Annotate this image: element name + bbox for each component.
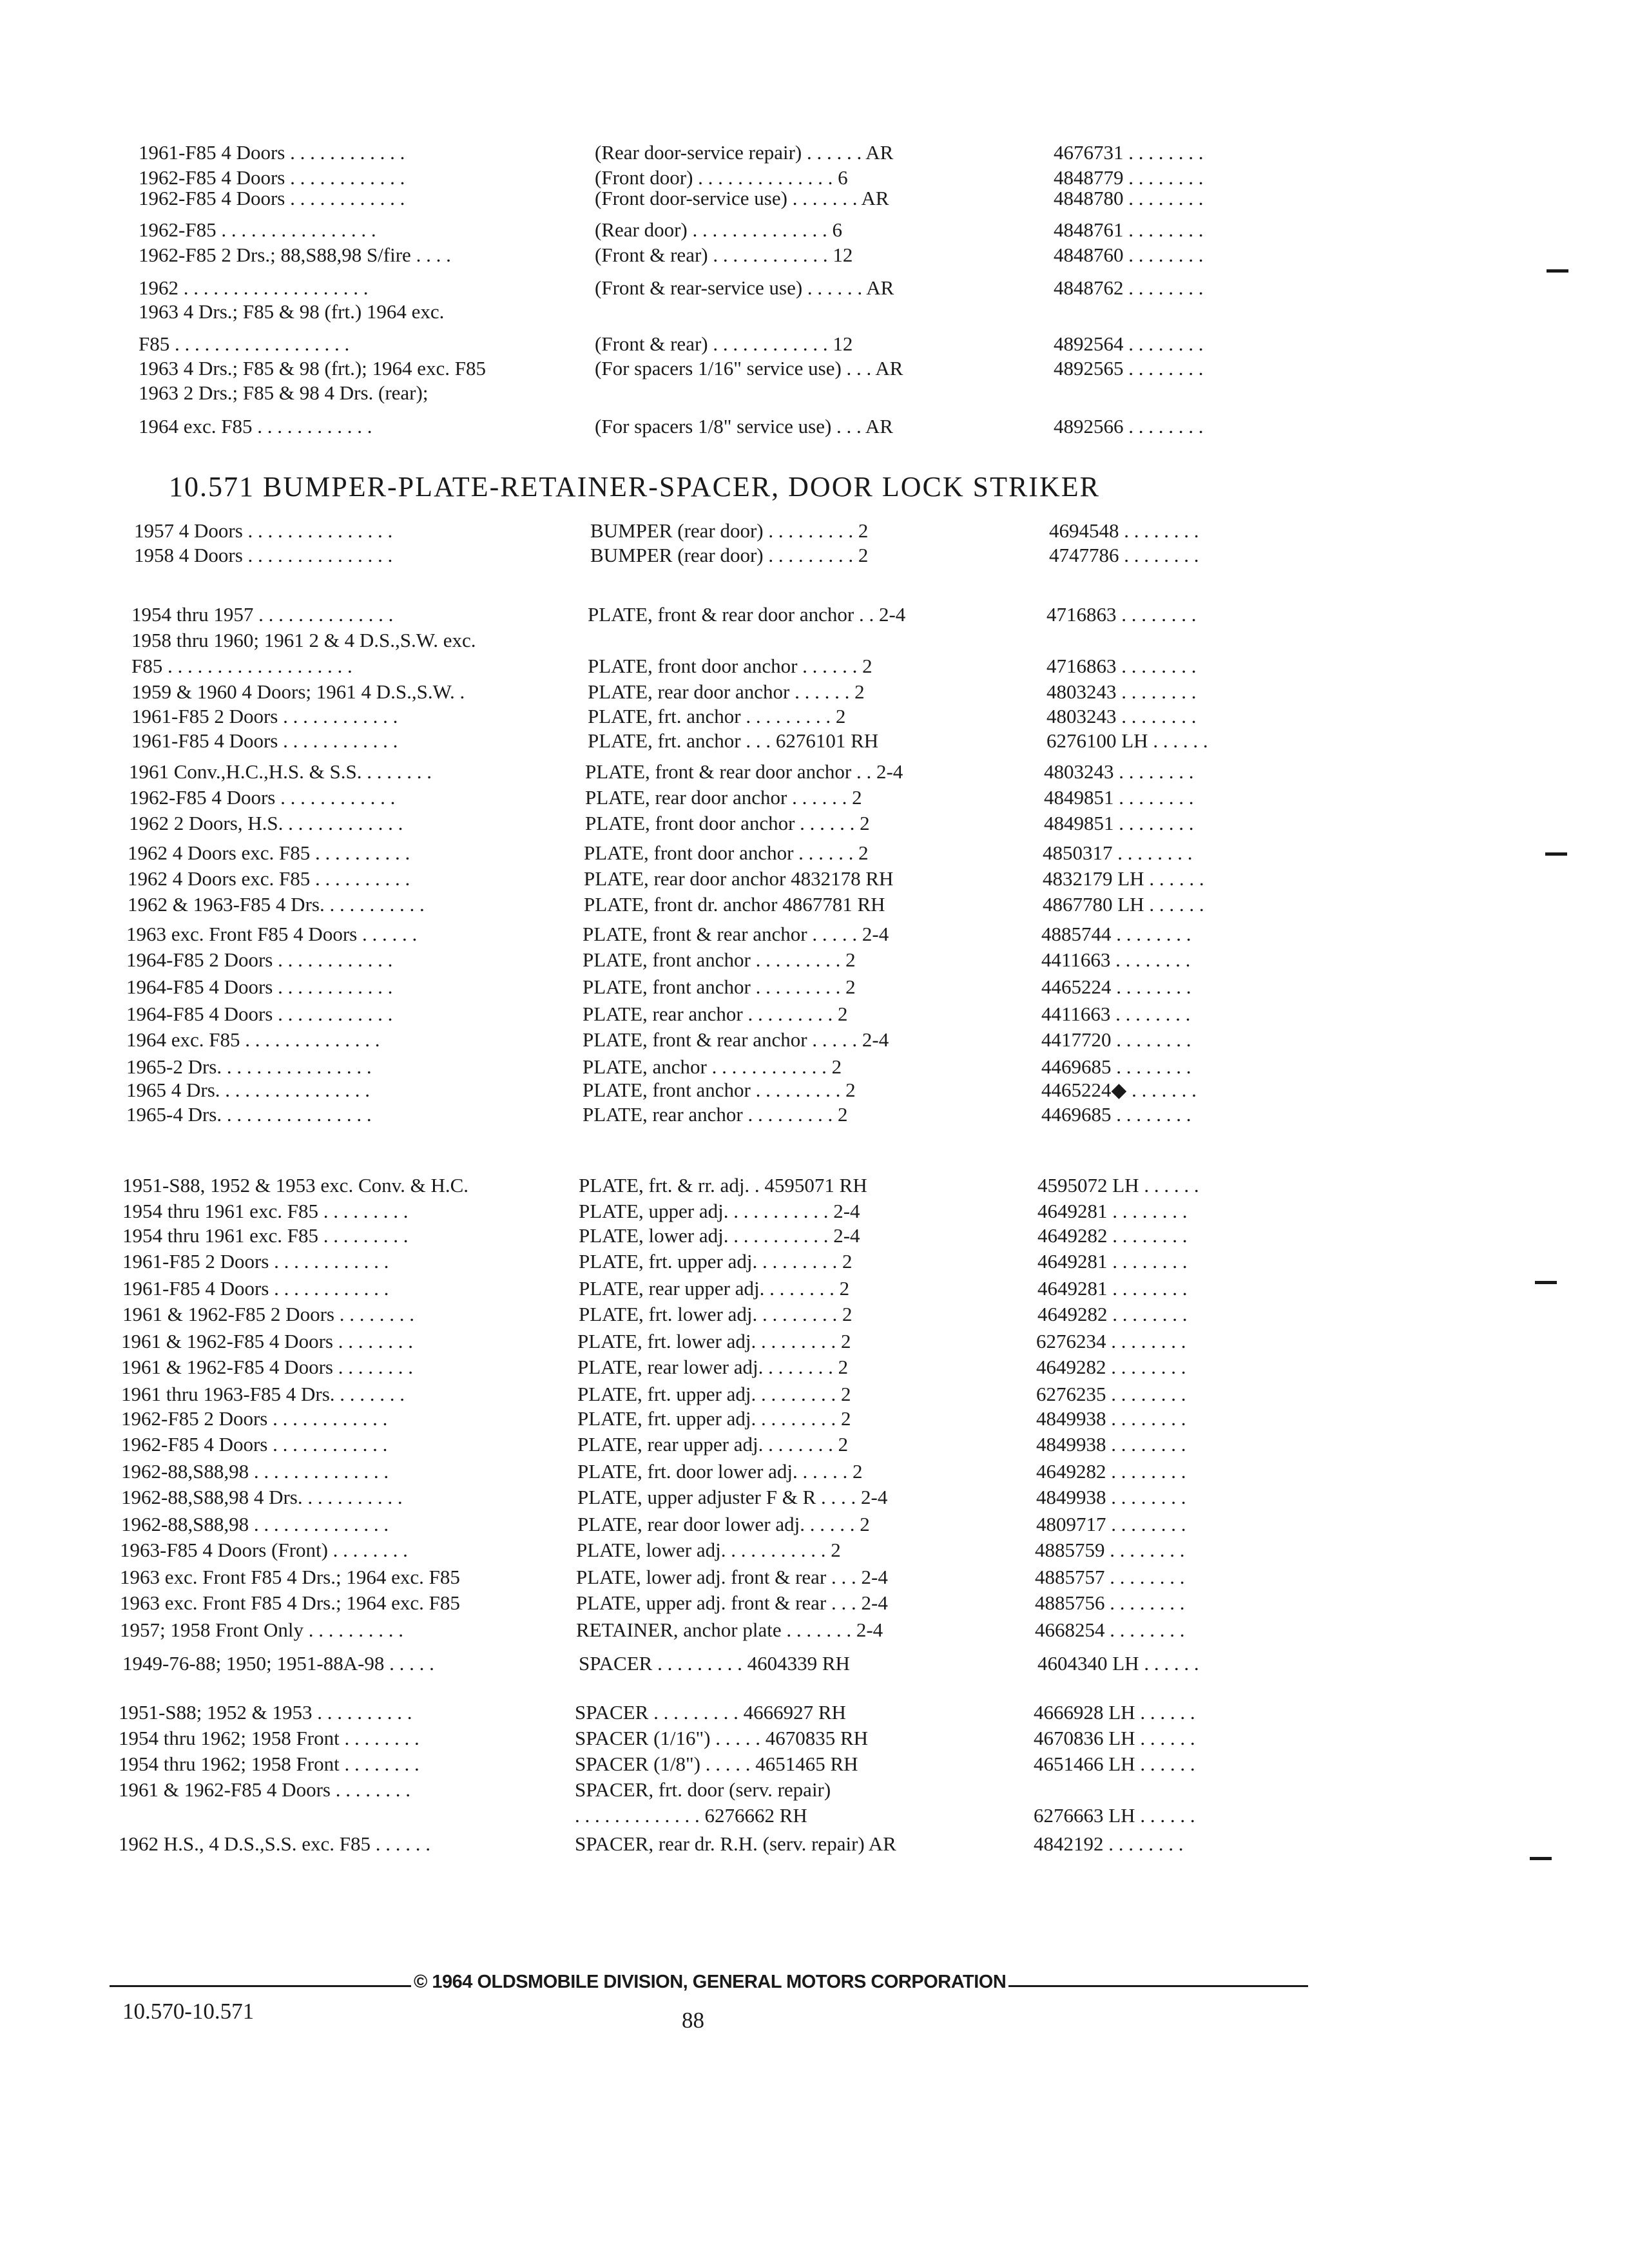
part-number-cell: 4465224◆ . . . . . . . [1041, 1079, 1197, 1101]
section-heading: 10.571 BUMPER-PLATE-RETAINER-SPACER, DOOR LOCK STRIKER [169, 471, 1100, 503]
application-cell: 1962-88,S88,98 . . . . . . . . . . . . . . [121, 1513, 389, 1535]
part-number-cell: 4848780 . . . . . . . . [1054, 187, 1204, 209]
application-cell: 1954 thru 1961 exc. F85 . . . . . . . . . [122, 1224, 409, 1247]
part-number-cell: 4694548 . . . . . . . . [1049, 519, 1199, 542]
part-number-cell: 4848762 . . . . . . . . [1054, 276, 1204, 299]
application-cell: 1963 exc. Front F85 4 Doors . . . . . . [126, 923, 418, 945]
application-cell: 1963 exc. Front F85 4 Drs.; 1964 exc. F85 [120, 1566, 460, 1588]
part-number-cell: 4892566 . . . . . . . . [1054, 415, 1204, 437]
application-cell: 1961-F85 4 Doors . . . . . . . . . . . . [131, 729, 398, 752]
part-description-cell: PLATE, front anchor . . . . . . . . . 2 [583, 948, 856, 971]
application-cell: 1962-F85 4 Doors . . . . . . . . . . . . [121, 1433, 388, 1456]
application-cell: 1961-F85 4 Doors . . . . . . . . . . . . [139, 141, 405, 164]
application-cell: 1961-F85 2 Doors . . . . . . . . . . . . [131, 705, 398, 727]
margin-mark [1530, 1857, 1552, 1860]
part-number-cell: 4885757 . . . . . . . . [1035, 1566, 1185, 1588]
part-number-cell: 4649282 . . . . . . . . [1037, 1224, 1188, 1247]
part-description-cell: PLATE, front & rear door anchor . . 2-4 [585, 760, 903, 783]
part-number-cell: 6276235 . . . . . . . . [1036, 1383, 1186, 1405]
application-cell: 1965 4 Drs. . . . . . . . . . . . . . . . [126, 1079, 371, 1101]
part-number-cell: 4670836 LH . . . . . . [1034, 1727, 1195, 1749]
application-cell: 1961 & 1962-F85 2 Doors . . . . . . . . [122, 1303, 414, 1325]
footer-copyright: © 1964 OLDSMOBILE DIVISION, GENERAL MOTORS CORPORATION [411, 1972, 1008, 1993]
application-cell: 1961-F85 4 Doors . . . . . . . . . . . . [122, 1277, 389, 1300]
part-description-cell: PLATE, rear lower adj. . . . . . . . 2 [577, 1356, 849, 1378]
part-description-cell: PLATE, front & rear anchor . . . . . 2-4 [583, 1028, 889, 1051]
part-number-cell: 4849851 . . . . . . . . [1044, 812, 1194, 834]
application-cell: 1961-F85 2 Doors . . . . . . . . . . . . [122, 1250, 389, 1273]
part-description-cell: PLATE, rear upper adj. . . . . . . . 2 [577, 1433, 849, 1456]
part-description-cell: SPACER, frt. door (serv. repair) [575, 1778, 831, 1801]
application-cell: 1962 4 Doors exc. F85 . . . . . . . . . . [128, 841, 410, 864]
part-description-cell: (Front door-service use) . . . . . . . AR [595, 187, 889, 209]
part-description-cell: PLATE, frt. upper adj. . . . . . . . . 2 [577, 1383, 851, 1405]
part-number-cell: 4848779 . . . . . . . . [1054, 166, 1204, 189]
part-number-cell: 4649281 . . . . . . . . [1037, 1277, 1188, 1300]
application-cell: 1963 exc. Front F85 4 Drs.; 1964 exc. F85 [120, 1591, 460, 1614]
part-description-cell: PLATE, frt. lower adj. . . . . . . . . 2 [579, 1303, 853, 1325]
part-description-cell: PLATE, rear upper adj. . . . . . . . 2 [579, 1277, 850, 1300]
application-cell: 1964-F85 4 Doors . . . . . . . . . . . . [126, 975, 393, 998]
part-description-cell: PLATE, lower adj. front & rear . . . 2-4 [576, 1566, 888, 1588]
application-cell: 1962-F85 4 Doors . . . . . . . . . . . . [139, 166, 405, 189]
part-description-cell: PLATE, front anchor . . . . . . . . . 2 [583, 1079, 856, 1101]
part-description-cell: PLATE, frt. upper adj. . . . . . . . . 2 [577, 1407, 851, 1430]
application-cell: 1959 & 1960 4 Doors; 1961 4 D.S.,S.W. . [131, 680, 465, 703]
part-number-cell: 4604340 LH . . . . . . [1037, 1652, 1199, 1675]
part-description-cell: PLATE, frt. lower adj. . . . . . . . . 2 [577, 1330, 851, 1352]
part-description-cell: PLATE, rear anchor . . . . . . . . . 2 [583, 1103, 848, 1126]
part-description-cell: PLATE, rear door anchor . . . . . . 2 [585, 786, 862, 809]
part-number-cell: 4832179 LH . . . . . . [1043, 867, 1204, 890]
part-number-cell: 4892564 . . . . . . . . [1054, 332, 1204, 355]
part-description-cell: PLATE, upper adjuster F & R . . . . 2-4 [577, 1486, 888, 1508]
part-description-cell: (For spacers 1/8" service use) . . . AR [595, 415, 893, 437]
application-cell: 1964 exc. F85 . . . . . . . . . . . . . . [126, 1028, 380, 1051]
application-cell: 1962-F85 4 Doors . . . . . . . . . . . . [129, 786, 396, 809]
application-cell: 1964-F85 2 Doors . . . . . . . . . . . . [126, 948, 393, 971]
part-number-cell: 4885744 . . . . . . . . [1041, 923, 1191, 945]
part-number-cell: 4668254 . . . . . . . . [1035, 1619, 1185, 1641]
application-cell: 1961 & 1962-F85 4 Doors . . . . . . . . [121, 1330, 413, 1352]
application-cell: 1954 thru 1962; 1958 Front . . . . . . . . [119, 1753, 419, 1775]
part-description-cell: (Rear door) . . . . . . . . . . . . . . 6 [595, 218, 842, 241]
part-number-cell: 4848761 . . . . . . . . [1054, 218, 1204, 241]
application-cell: 1962-F85 2 Drs.; 88,S88,98 S/fire . . . . [139, 244, 451, 266]
application-cell: 1949-76-88; 1950; 1951-88A-98 . . . . . [122, 1652, 434, 1675]
part-description-cell: PLATE, front anchor . . . . . . . . . 2 [583, 975, 856, 998]
part-description-cell: (Front & rear) . . . . . . . . . . . . 12 [595, 244, 853, 266]
part-description-cell: PLATE, rear door anchor 4832178 RH [584, 867, 894, 890]
part-number-cell: 4848760 . . . . . . . . [1054, 244, 1204, 266]
part-description-cell: (For spacers 1/16" service use) . . . AR [595, 357, 903, 380]
part-number-cell: 6276100 LH . . . . . . [1046, 729, 1208, 752]
part-description-cell: PLATE, frt. anchor . . . . . . . . . 2 [588, 705, 846, 727]
application-cell: F85 . . . . . . . . . . . . . . . . . . [139, 332, 350, 355]
part-number-cell: 4842192 . . . . . . . . [1034, 1832, 1184, 1855]
part-number-cell: 6276234 . . . . . . . . [1036, 1330, 1186, 1352]
footer-page-number: 88 [682, 2008, 704, 2033]
part-number-cell: 4595072 LH . . . . . . [1037, 1174, 1199, 1196]
part-description-cell: PLATE, frt. door lower adj. . . . . . 2 [577, 1460, 863, 1483]
part-number-cell: 4809717 . . . . . . . . [1036, 1513, 1186, 1535]
part-number-cell: 4649282 . . . . . . . . [1037, 1303, 1188, 1325]
part-description-cell: PLATE, lower adj. . . . . . . . . . . 2-4 [579, 1224, 860, 1247]
part-description-cell: BUMPER (rear door) . . . . . . . . . 2 [590, 544, 869, 566]
part-number-cell: 6276663 LH . . . . . . [1034, 1804, 1195, 1827]
application-cell: 1962 . . . . . . . . . . . . . . . . . . . [139, 276, 369, 299]
part-number-cell: 4465224 . . . . . . . . [1041, 975, 1191, 998]
application-cell: 1957; 1958 Front Only . . . . . . . . . . [120, 1619, 404, 1641]
part-description-cell: (Rear door-service repair) . . . . . . AR [595, 141, 894, 164]
part-description-cell: SPACER, rear dr. R.H. (serv. repair) AR [575, 1832, 896, 1855]
part-number-cell: 4849851 . . . . . . . . [1044, 786, 1194, 809]
application-cell: 1962 4 Doors exc. F85 . . . . . . . . . . [128, 867, 410, 890]
application-cell: 1962 2 Doors, H.S. . . . . . . . . . . . . [129, 812, 403, 834]
application-cell: 1961 thru 1963-F85 4 Drs. . . . . . . . [121, 1383, 405, 1405]
part-number-cell: 4649282 . . . . . . . . [1036, 1460, 1186, 1483]
part-number-cell: 4747786 . . . . . . . . [1049, 544, 1199, 566]
part-number-cell: 4849938 . . . . . . . . [1036, 1407, 1186, 1430]
application-cell: 1954 thru 1962; 1958 Front . . . . . . . . [119, 1727, 419, 1749]
application-cell: F85 . . . . . . . . . . . . . . . . . . . [131, 655, 352, 677]
part-number-cell: 4651466 LH . . . . . . [1034, 1753, 1195, 1775]
part-number-cell: 4803243 . . . . . . . . [1046, 705, 1197, 727]
part-description-cell: PLATE, front & rear door anchor . . 2-4 [588, 603, 906, 626]
part-number-cell: 4849938 . . . . . . . . [1036, 1433, 1186, 1456]
application-cell: 1963 2 Drs.; F85 & 98 4 Drs. (rear); [139, 381, 429, 404]
application-cell: 1963 4 Drs.; F85 & 98 (frt.); 1964 exc. F85 [139, 357, 487, 380]
part-number-cell: 4850317 . . . . . . . . [1043, 841, 1193, 864]
application-cell: 1958 4 Doors . . . . . . . . . . . . . . . [134, 544, 393, 566]
application-cell: 1957 4 Doors . . . . . . . . . . . . . . . [134, 519, 393, 542]
application-cell: 1962 H.S., 4 D.S.,S.S. exc. F85 . . . . . . [119, 1832, 430, 1855]
part-description-cell: (Front & rear) . . . . . . . . . . . . 12 [595, 332, 853, 355]
part-number-cell: 4411663 . . . . . . . . [1041, 1003, 1191, 1025]
part-description-cell: (Front door) . . . . . . . . . . . . . . 6 [595, 166, 848, 189]
part-description-cell: SPACER . . . . . . . . . 4666927 RH [575, 1701, 846, 1724]
part-description-cell: BUMPER (rear door) . . . . . . . . . 2 [590, 519, 869, 542]
application-cell: 1965-4 Drs. . . . . . . . . . . . . . . . [126, 1103, 372, 1126]
part-description-cell: PLATE, front door anchor . . . . . . 2 [585, 812, 870, 834]
part-number-cell: 4649282 . . . . . . . . [1036, 1356, 1186, 1378]
part-number-cell: 4716863 . . . . . . . . [1046, 655, 1197, 677]
application-cell: 1961 & 1962-F85 4 Doors . . . . . . . . [121, 1356, 413, 1378]
margin-mark [1535, 1281, 1557, 1284]
margin-mark [1547, 269, 1568, 273]
part-number-cell: 4417720 . . . . . . . . [1041, 1028, 1191, 1051]
application-cell: 1961 Conv.,H.C.,H.S. & S.S. . . . . . . . [129, 760, 432, 783]
application-cell: 1962-88,S88,98 4 Drs. . . . . . . . . . . [121, 1486, 403, 1508]
application-cell: 1964 exc. F85 . . . . . . . . . . . . [139, 415, 372, 437]
part-number-cell: 4649281 . . . . . . . . [1037, 1200, 1188, 1222]
part-description-cell: (Front & rear-service use) . . . . . . AR [595, 276, 894, 299]
margin-mark [1545, 852, 1567, 856]
part-number-cell: 4892565 . . . . . . . . [1054, 357, 1204, 380]
application-cell: 1954 thru 1957 . . . . . . . . . . . . . . [131, 603, 394, 626]
part-description-cell: PLATE, upper adj. . . . . . . . . . . 2-4 [579, 1200, 860, 1222]
part-number-cell: 4649281 . . . . . . . . [1037, 1250, 1188, 1273]
part-description-cell: PLATE, front dr. anchor 4867781 RH [584, 893, 885, 916]
part-number-cell: 4469685 . . . . . . . . [1041, 1103, 1191, 1126]
footer-section-range: 10.570-10.571 [122, 1999, 255, 2024]
part-number-cell: 4666928 LH . . . . . . [1034, 1701, 1195, 1724]
part-description-cell: SPACER (1/16") . . . . . 4670835 RH [575, 1727, 869, 1749]
application-cell: 1962-F85 . . . . . . . . . . . . . . . . [139, 218, 376, 241]
part-description-cell: . . . . . . . . . . . . . 6276662 RH [575, 1804, 807, 1827]
application-cell: 1962-88,S88,98 . . . . . . . . . . . . . . [121, 1460, 389, 1483]
application-cell: 1963 4 Drs.; F85 & 98 (frt.) 1964 exc. [139, 300, 445, 323]
part-description-cell: RETAINER, anchor plate . . . . . . . 2-4 [576, 1619, 883, 1641]
part-number-cell: 4803243 . . . . . . . . [1046, 680, 1197, 703]
part-description-cell: PLATE, rear anchor . . . . . . . . . 2 [583, 1003, 848, 1025]
part-number-cell: 4469685 . . . . . . . . [1041, 1055, 1191, 1078]
part-number-cell: 4716863 . . . . . . . . [1046, 603, 1197, 626]
part-description-cell: PLATE, front & rear anchor . . . . . 2-4 [583, 923, 889, 945]
part-number-cell: 4849938 . . . . . . . . [1036, 1486, 1186, 1508]
application-cell: 1951-S88; 1952 & 1953 . . . . . . . . . . [119, 1701, 412, 1724]
application-cell: 1961 & 1962-F85 4 Doors . . . . . . . . [119, 1778, 410, 1801]
part-number-cell: 4676731 . . . . . . . . [1054, 141, 1204, 164]
part-description-cell: PLATE, frt. anchor . . . 6276101 RH [588, 729, 879, 752]
application-cell: 1954 thru 1961 exc. F85 . . . . . . . . . [122, 1200, 409, 1222]
part-description-cell: SPACER . . . . . . . . . 4604339 RH [579, 1652, 850, 1675]
part-description-cell: PLATE, frt. upper adj. . . . . . . . . 2 [579, 1250, 853, 1273]
part-description-cell: PLATE, anchor . . . . . . . . . . . . 2 [583, 1055, 842, 1078]
application-cell: 1951-S88, 1952 & 1953 exc. Conv. & H.C. [122, 1174, 469, 1196]
application-cell: 1962-F85 2 Doors . . . . . . . . . . . . [121, 1407, 388, 1430]
application-cell: 1965-2 Drs. . . . . . . . . . . . . . . . [126, 1055, 372, 1078]
application-cell: 1962-F85 4 Doors . . . . . . . . . . . . [139, 187, 405, 209]
part-number-cell: 4803243 . . . . . . . . [1044, 760, 1194, 783]
application-cell: 1964-F85 4 Doors . . . . . . . . . . . . [126, 1003, 393, 1025]
application-cell: 1958 thru 1960; 1961 2 & 4 D.S.,S.W. exc. [131, 629, 476, 651]
part-description-cell: PLATE, front door anchor . . . . . . 2 [588, 655, 872, 677]
part-description-cell: PLATE, upper adj. front & rear . . . 2-4 [576, 1591, 888, 1614]
part-description-cell: PLATE, lower adj. . . . . . . . . . . 2 [576, 1539, 841, 1561]
part-description-cell: PLATE, front door anchor . . . . . . 2 [584, 841, 869, 864]
part-description-cell: SPACER (1/8") . . . . . 4651465 RH [575, 1753, 858, 1775]
part-description-cell: PLATE, frt. & rr. adj. . 4595071 RH [579, 1174, 867, 1196]
part-number-cell: 4885756 . . . . . . . . [1035, 1591, 1185, 1614]
part-description-cell: PLATE, rear door anchor . . . . . . 2 [588, 680, 865, 703]
part-number-cell: 4411663 . . . . . . . . [1041, 948, 1191, 971]
application-cell: 1963-F85 4 Doors (Front) . . . . . . . . [120, 1539, 408, 1561]
part-number-cell: 4885759 . . . . . . . . [1035, 1539, 1185, 1561]
part-description-cell: PLATE, rear door lower adj. . . . . . 2 [577, 1513, 870, 1535]
part-number-cell: 4867780 LH . . . . . . [1043, 893, 1204, 916]
application-cell: 1962 & 1963-F85 4 Drs. . . . . . . . . . . [128, 893, 425, 916]
